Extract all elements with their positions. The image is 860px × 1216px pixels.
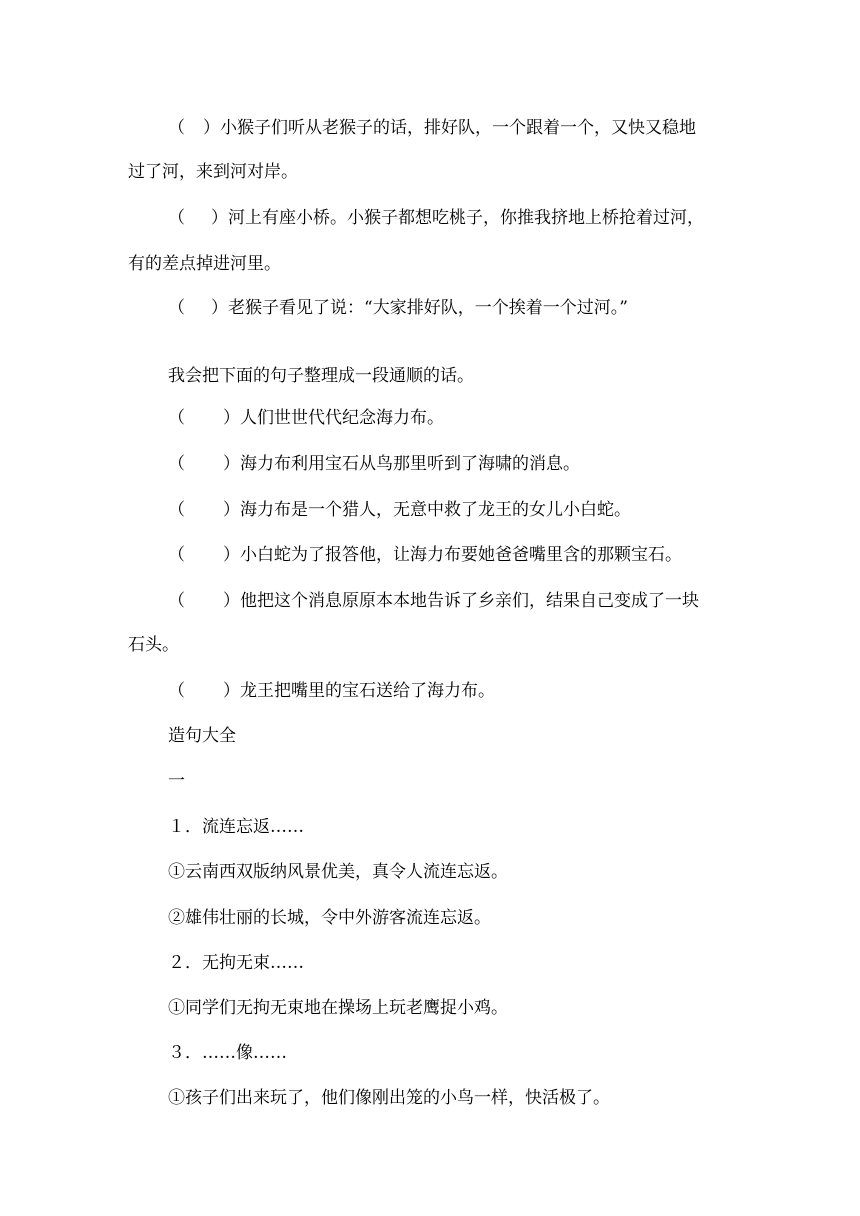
item-text: 河上有座小桥。小猴子都想吃桃子，你推我挤地上桥抢着过河， — [228, 208, 704, 228]
answer-bracket-open: （ — [168, 118, 185, 138]
answer-bracket-open: （ — [168, 408, 185, 428]
text-line: 过了河，来到河对岸。 — [128, 162, 298, 182]
answer-bracket-open: （ — [168, 681, 185, 701]
item-text: 他把这个消息原原本本地告诉了乡亲们，结果自己变成了一块 — [240, 591, 699, 611]
answer-bracket-close: ） — [223, 681, 240, 701]
answer-bracket-close: ） — [223, 454, 240, 474]
answer-bracket-close: ） — [211, 298, 228, 318]
text-line: 石头。 — [128, 635, 179, 655]
example-sentence: ①孩子们出来玩了，他们像刚出笼的小鸟一样，快活极了。 — [168, 1088, 610, 1108]
answer-bracket-open: （ — [168, 591, 185, 611]
answer-bracket-open: （ — [168, 208, 185, 228]
answer-bracket-close: ） — [223, 500, 240, 520]
example-sentence: ①云南西双版纳风景优美，真令人流连忘返。 — [168, 862, 508, 882]
exercise-item-8 — [168, 589, 699, 613]
section-instruction: 我会把下面的句子整理成一段通顺的话。 — [168, 366, 474, 386]
answer-bracket-close: ） — [203, 118, 220, 138]
section-number: 一 — [168, 771, 185, 791]
item-text: 海力布是一个猎人，无意中救了龙王的女儿小白蛇。 — [240, 500, 631, 520]
item-text: 小猴子们听从老猴子的话，排好队，一个跟着一个，又快又稳地 — [220, 118, 696, 138]
item-text: 龙王把嘴里的宝石送给了海力布。 — [240, 681, 495, 701]
item-text: 人们世世代代纪念海力布。 — [240, 408, 444, 428]
section-heading: 造句大全 — [168, 726, 236, 746]
answer-bracket-open: （ — [168, 545, 185, 565]
example-sentence: ②雄伟壮丽的长城，令中外游客流连忘返。 — [168, 908, 491, 928]
answer-bracket-open: （ — [168, 500, 185, 520]
answer-bracket-close: ） — [223, 591, 240, 611]
answer-bracket-open: （ — [168, 298, 185, 318]
answer-bracket-close: ） — [223, 545, 240, 565]
example-sentence: ①同学们无拘无束地在操场上玩老鹰捉小鸡。 — [168, 998, 508, 1018]
item-text: 海力布利用宝石从鸟那里听到了海啸的消息。 — [240, 454, 580, 474]
exercise-item-3 — [168, 296, 628, 320]
exercise-item-7 — [168, 543, 682, 567]
answer-bracket-open: （ — [168, 454, 185, 474]
phrase-heading: ３．……像…… — [168, 1043, 287, 1063]
exercise-item-4 — [168, 406, 444, 430]
text-line: 有的差点掉进河里。 — [128, 254, 281, 274]
exercise-item-5 — [168, 452, 580, 476]
exercise-item-9 — [168, 679, 495, 703]
item-text: 老猴子看见了说：“大家排好队，一个挨着一个过河。” — [228, 298, 628, 318]
item-text: 小白蛇为了报答他，让海力布要她爸爸嘴里含的那颗宝石。 — [240, 545, 682, 565]
phrase-heading: ２．无拘无束…… — [168, 953, 304, 973]
exercise-item-6 — [168, 498, 631, 522]
exercise-item-1 — [168, 116, 696, 140]
answer-bracket-close: ） — [223, 408, 240, 428]
phrase-heading: １．流连忘返…… — [168, 817, 304, 837]
exercise-item-2 — [168, 206, 704, 230]
answer-bracket-close: ） — [211, 208, 228, 228]
